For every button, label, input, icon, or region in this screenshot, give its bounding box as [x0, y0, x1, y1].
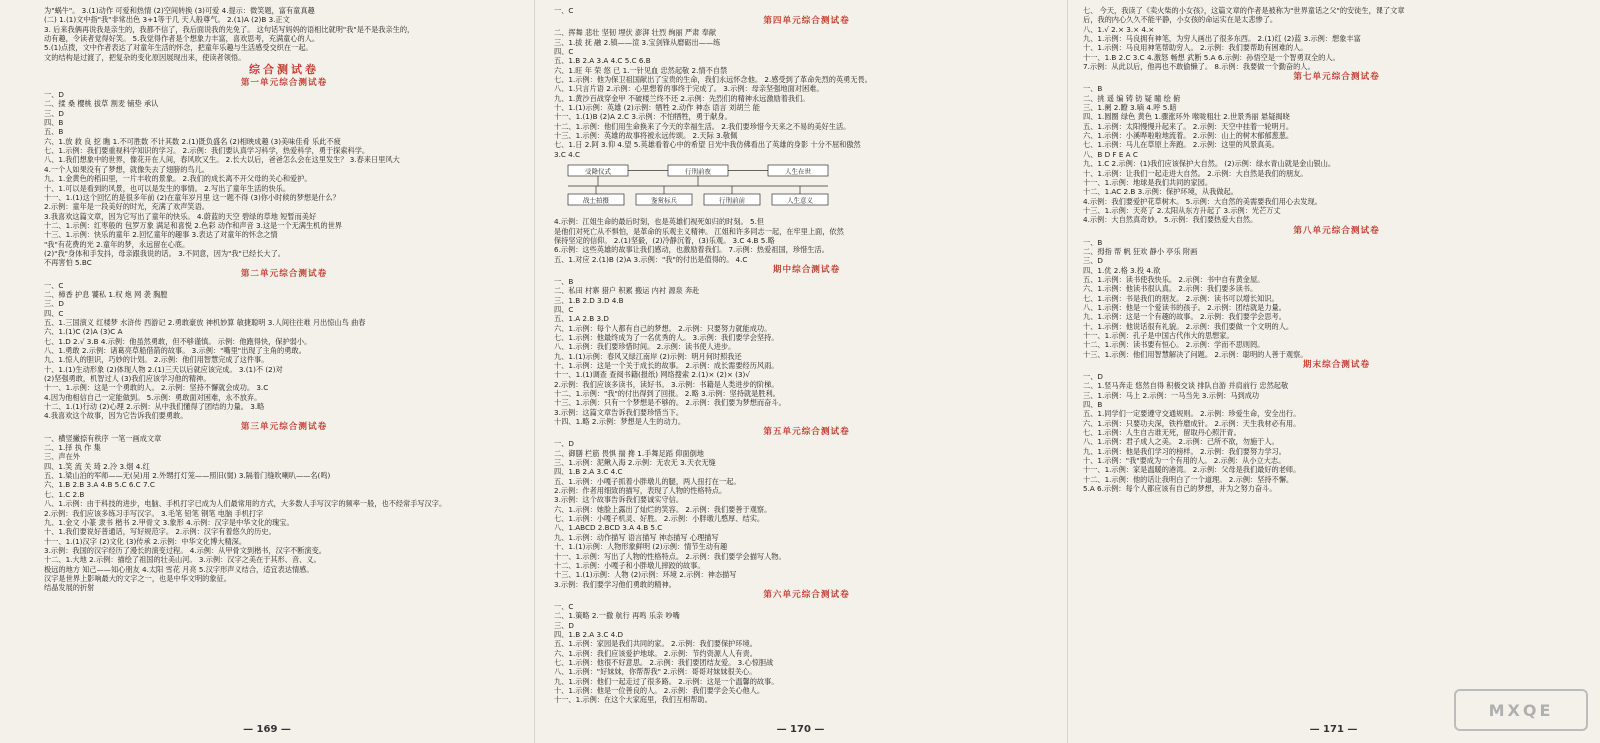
answer-line: 十二、1.示例：红枣般的 包罗万象 满足和喜悦 2.色彩 动作和声音 3.这是一个无满生机的世界 — [44, 220, 342, 230]
answer-line: 六、1.放 救 良 挖 瞧 1.不可胜数 不计其数 2.(1)既负盛名 (2)相映成趣 (3)美味佳肴 乐此不疲 — [44, 136, 341, 146]
answer-line: (二) 1.(1)文中指"我"非常出色 3+1等于几 天人般尊气。 2.(1)A (2)B 3.正文 — [44, 15, 290, 25]
answer-line: 一、D — [554, 439, 574, 449]
answer-line: 3.示例：我国的汉字经历了漫长的演变过程。 4.示例：从甲骨文到楷书，汉字不断演变。 — [44, 545, 326, 555]
diagram-label: 战士拍摄 — [583, 196, 609, 205]
answer-line: 五、1.同学们一定要遵守交通规则。 2.示例：珍爱生命，安全出行。 — [1083, 409, 1301, 419]
answer-line: 十一、1.示例：这是一个勇敢的人。 2.示例：坚持不懈就会成功。 3.C — [44, 383, 269, 393]
answer-line: 2.示例：童年是一段美好的时光，充满了欢声笑语。 — [44, 202, 209, 212]
diagram-label: 行刑前夜 — [685, 167, 711, 176]
answer-line: 七、1.示例：他为保卫祖国献出了宝贵的生命，我们永远怀念他。 2.感受到了革命先烈的英勇无畏。 — [554, 75, 872, 85]
answer-line: 九、1.示例：他们一起走过了很多路。 2.示例：这是一个温馨的故事。 — [554, 676, 779, 686]
answer-line: 九、1.示例：这是一个有趣的故事。 2.示例：我们要学会思考。 — [1083, 312, 1286, 322]
page-169 — [0, 0, 534, 743]
answer-line: 八、1.我们想象中的世界，像花开在人间，春风吹又生。 2.长大以后，爸爸怎么会在这里发生？ 3.春来日里风大 — [44, 155, 400, 165]
answer-line: 一、C — [44, 280, 64, 290]
answer-line: 后，我的内心久久不能平静，小女孩的命运实在是太悲惨了。 — [1083, 15, 1278, 25]
answer-line: 4.一个人如果没有了梦想，就像失去了翅膀的鸟儿。 — [44, 164, 209, 174]
answer-line: 二、1.择 执 作 集 — [44, 443, 101, 453]
answer-line: 五、1.B 2.A 3.A 4.C 5.C 6.B — [554, 56, 651, 66]
answer-line: 汉字是世界上影响最大的文字之一，也是中华文明的象征。 — [44, 573, 231, 583]
answer-line: 十一、1.示例：地球是我们共同的家园。 — [1083, 177, 1213, 187]
answer-line: 六、1.B 2.B 3.A 4.B 5.C 6.C 7.C — [44, 480, 155, 490]
answer-line: 6.示例：这些英雄的故事让我们感动，也激励着我们。 7.示例：热爱祖国，珍惜生活。 — [554, 245, 829, 255]
answer-line: 3.示例：我们要学习他们勇敢的精神。 — [554, 579, 676, 589]
answer-line: 十、1.(1)生动形象 (2)体现人物 2.(1)三天以后就应该完成。 3.(1)不 (2)对 — [44, 364, 283, 374]
answer-line: 一、B — [1083, 84, 1103, 94]
answer-line: 四、C — [554, 47, 574, 57]
answer-line: 极远的地方 知己——知心朋友 4.太阳 雪花 月亮 5.汉字形声义结合，适宜表达情感。 — [44, 564, 314, 574]
answer-line: 九、1.惊人的胆识，巧妙的计划。 2.示例：他们用智慧完成了这件事。 — [44, 355, 269, 365]
answer-line: 六、1.示例：我们应该爱护地球。 2.示例：节约资源人人有责。 — [554, 648, 757, 658]
answer-line: 十三、1.示例：只有一个梦想是不够的。 2.示例：我们要为梦想而奋斗。 — [554, 398, 786, 408]
answer-line: 十、1.示例：他说话很有礼貌。 2.示例：我们要做一个文明的人。 — [1083, 321, 1294, 331]
answer-line: 九、1.C 2.示例：(1)我们应该保护大自然。 (2)示例：绿水青山就是金山银山。 — [1083, 159, 1336, 169]
answer-line: 五、1.示例：太阳慢慢升起来了。 2.示例：天空中挂着一轮明月。 — [1083, 121, 1294, 131]
answer-line: 十、1.我们要说好普通话，写好规范字。 2.示例：汉字有着悠久的历史。 — [44, 527, 276, 537]
section-title: 第三单元综合测试卷 — [240, 421, 328, 432]
section-title: 第七单元综合测试卷 — [1293, 72, 1380, 83]
answer-line: 五、1.示例：家园是我们共同的家。 2.示例：我们要保护环境。 — [554, 639, 757, 649]
page-number: — 170 — — [776, 724, 825, 735]
answer-line: 十四、1.略 2.示例：梦想是人生的动力。 — [554, 417, 686, 427]
answer-line: 一、D — [1083, 372, 1103, 382]
answer-line: 一、C — [554, 6, 574, 15]
answer-line: 四、B — [1083, 400, 1103, 410]
answer-line: 保持坚定的信仰。 2.(1)坚毅，(2)冷静沉着，(3)乐观。 3.C 4.B 5.略 — [554, 235, 775, 245]
section-title: 第六单元综合测试卷 — [763, 589, 850, 600]
answer-line: 三、1.阑 2.瞭 3.嘀 4.呼 5.暗 — [1083, 103, 1177, 113]
answer-line: 十一、1.(1)B (2)A 2.C 3.示例：不怕牺牲，勇于献身。 — [554, 112, 732, 122]
answer-line: (2)"我"身体和手发抖，母亲跟我说的话。 3.不同意，因为"我"已经长大了。 — [44, 248, 285, 258]
answer-line: 五、1.A 2.B 3.D — [554, 314, 609, 324]
answer-line: 六、1.示例：他读书很认真。 2.示例：我们要多读书。 — [1083, 284, 1258, 294]
answer-line: 一、B — [1083, 237, 1103, 247]
answer-line: 六、1.示例：小溪哗啦啦地流着。 2.示例：山上的树木郁郁葱葱。 — [1083, 131, 1294, 141]
answer-line: 4.示例：我们要爱护花草树木。 5.示例：大自然的美需要我们用心去发现。 — [1083, 196, 1322, 206]
answer-line: 十、1.示例：他是一位善良的人。 2.示例：我们要学会关心他人。 — [554, 685, 765, 695]
answer-line: (2)坚强勇敢，机智过人 (3)我们应该学习他的精神。 — [44, 374, 211, 384]
answer-line: 九、1.金文 小篆 隶书 楷书 2.甲骨文 3.象形 4.示例：汉字是中华文化的瑰宝。 — [44, 517, 294, 527]
answer-line: 4.我喜欢这个故事，因为它告诉我们要勇敢。 — [44, 411, 188, 421]
answer-line: 4.示例：大自然真奇妙。 5.示例：我们要热爱大自然。 — [1083, 215, 1258, 225]
answer-line: 十一、1.B 2.C 3.C 4.激怒 畅想 武断 5.A 6.示例：孙悟空是一个智勇双全的人。 — [1083, 52, 1340, 62]
answer-line: 五、1.示例：小嘎子抓着小胖墩儿的腿，两人扭打在一起。 — [554, 476, 741, 486]
answer-line: 五、1.对应 2.(1)B (2)A 3.示例："我"的付出是值得的。 4.C — [554, 254, 748, 264]
page-171 — [1067, 0, 1600, 743]
page-170 — [534, 0, 1067, 743]
answer-line: 4.示例：江姐生命的最后时刻，也是英雄们视死如归的时刻。 5.但 — [554, 217, 765, 227]
answer-line: 五、B — [44, 127, 64, 137]
page-number: — 169 — — [243, 724, 291, 735]
answer-line: 七、1.示例：书是我们的朋友。 2.示例：读书可以增长知识。 — [1083, 293, 1279, 303]
answer-line: 二、御膳 栏筋 畏惧 揣 搀 1.手舞足蹈 仰面倒地 — [554, 448, 704, 458]
answer-line: 三、1.示例：泥鳅入海 2.示例：无农无 3.天衣无缝 — [554, 458, 716, 468]
answer-line: 三、D — [554, 620, 574, 630]
answer-line: 十、1.(1)示例：人物形象鲜明 (2)示例：情节生动有趣 — [554, 542, 728, 552]
answer-line: 七、 今天，我读了《卖火柴的小女孩》，这篇文章的作者是被称为"世界童话之父"的安徒生，课了文章 — [1083, 6, 1405, 15]
answer-line: 7.示例：从此以后，他再也不敢偷懒了。 8.示例：我要做一个勤奋的人。 — [1083, 62, 1315, 72]
answer-line: 十、1.示例："我"要成为一个有用的人。 2.示例：从小立大志。 — [1083, 456, 1286, 466]
answer-line: 二、樟香 护息 饕私 1.权 炮 网 袭 胸膛 — [44, 289, 168, 299]
answer-line: 七、1.日 2.阿 3.仰 4.望 5.英雄看着心中的希望 日光中我仿佛看出了英雄的身影 十分不屈和傲然 — [554, 140, 861, 150]
page-169-content — [44, 6, 524, 593]
answer-line: 六、1.示例：她脸上露出了灿烂的笑容。 2.示例：我们要善于观察。 — [554, 504, 772, 514]
page-number: — 171 — — [1309, 724, 1358, 735]
answer-line: 九、1.示例：动作描写 语言描写 神态描写 心理描写 — [554, 532, 719, 542]
answer-line: 四、C — [554, 304, 574, 314]
answer-line: 十、1.示例：让我们一起走进大自然。 2.示例：大自然是我们的朋友。 — [1083, 168, 1308, 178]
section-title: 期末综合测试卷 — [1302, 360, 1371, 371]
answer-line: 3.我喜欢这篇文章，因为它写出了童年的快乐。 4.蔚蓝的天空 碧绿的草地 短暂而美好 — [44, 211, 317, 221]
answer-line: 一、横竖撇捺有秩序 一笔一画成文章 — [44, 433, 162, 443]
page-170-content — [554, 6, 1059, 705]
answer-line: "我"有花费的光 2.童年的梦，永远留在心底。 — [44, 239, 190, 249]
answer-line: 2.示例：我们应该多读书，读好书。 3.示例：书籍是人类进步的阶梯。 — [554, 379, 779, 389]
answer-line: 一、C — [554, 601, 574, 611]
answer-line: 文的结构是过渡了，把复杂的变化原因展现出来，使读者领悟。 — [44, 52, 246, 62]
answer-line: 十、1.可以是看到的风景，也可以是发生的事情。 2.写出了童年生活的快乐。 — [44, 183, 291, 193]
answer-line: 一、D — [44, 90, 64, 100]
section-title: 第一单元综合测试卷 — [240, 78, 328, 89]
answer-line: 七、1.C 2.B — [44, 489, 85, 499]
answer-line: 七、1.示例：他很不好意思。 2.示例：我们要团结友爱。 3.心惊胆战 — [554, 657, 774, 667]
diagram-label: 人生在世 — [785, 167, 811, 176]
section-title: 第八单元综合测试卷 — [1293, 225, 1380, 236]
answer-line: 十一、1.(1)汉字 (2)文化 (3)传承 2.示例：中华文化博大精深。 — [44, 536, 247, 546]
answer-line: 九、1.示例：他是我们学习的榜样。 2.示例：我们要努力学习。 — [1083, 446, 1286, 456]
answer-line: 三、1.示例：马上 2.示例：一马当先 3.示例：马到成功 — [1083, 390, 1260, 400]
answer-line: 八、1.只言片语 2.示例：心里想着的事终于完成了。 3.示例：母亲坚强地面对困难。 — [554, 84, 824, 94]
answer-line: 七、1.示例：人生自古谁无死，留取丹心照汗青。 — [1083, 428, 1241, 438]
diagram-label: 行刑前前 — [719, 196, 745, 205]
answer-line: 5.A 6.示例：每个人都应该有自己的梦想，并为之努力奋斗。 — [1083, 484, 1277, 494]
answer-line: 六、1.示例：每个人都有自己的梦想。 2.示例：只要努力就能成功。 — [554, 323, 772, 333]
answer-line: 是他们对死亡从不惧怕，是革命的乐观主义精神。 江姐和许多同志一起，在牢里上面，依然 — [554, 226, 844, 236]
answer-line: 三、D — [44, 108, 64, 118]
answer-line: 4.因为他相信自己一定能做到。 5.示例：勇敢面对困难，永不放弃。 — [44, 392, 262, 402]
answer-line: 八、B D F E A C — [1083, 149, 1138, 159]
answer-line: 四、C — [44, 308, 64, 318]
answer-line: 七、1.D 2.√ 3.B 4.示例：他虽然勇敢，但不够谨慎。 示例：他跑得快，保护弱小。 — [44, 336, 312, 346]
structure-diagram — [564, 162, 864, 210]
answer-line: 七、1.示例：小嘎子机灵、好胜。 2.示例：小胖墩儿憨厚、结实。 — [554, 514, 765, 524]
answer-line: 九、1.示例：马良拥有神笔，为穷人画出了很多东西。 2.(1)红 (2)蓝 3.示例：想象丰富 — [1083, 34, 1361, 44]
answer-line: 十、1.示例：马良用神笔帮助穷人。 2.示例：我们要帮助有困难的人。 — [1083, 43, 1308, 53]
answer-line: 七、1.示例：我们要重视科学知识的学习。 2.示例：我们要认真学习科学，热爱科学，勇于探索科学。 — [44, 146, 370, 156]
answer-line: 四、1.圆圈 绿色 黄色 1.骤涨环外 喉咙粗壮 2.世景秀丽 悬疑揭晓 — [1083, 112, 1290, 122]
answer-line: 十二、1.示例：小嘎子和小胖墩儿摔跤的故事。 — [554, 560, 705, 570]
answer-line: 二、私田 村寨 猎户 积累 搬运 内衬 源泉 奔赴 — [554, 286, 700, 296]
answer-line: 动有趣，令读者觉得好笑。 5.我觉得作者是个想象力丰富，喜欢思考，充满童心的人。 — [44, 34, 320, 44]
answer-line: 十一、1.示例：在这个大家庭里，我们互相帮助。 — [554, 695, 712, 705]
answer-line: 九、1.(1)示例：春风又绿江南岸 (2)示例：明月何时照我还 — [554, 351, 742, 361]
answer-line: 十二、1.示例：他们用生命换来了今天的幸福生活。 2.我们要珍惜今天来之不易的美好生活。 — [554, 121, 851, 131]
answer-line: 二、挥舞 悲壮 坚韧 埋伏 澎湃 壮烈 绚丽 严肃 奉献 — [554, 28, 717, 38]
answer-line: 三、D — [1083, 256, 1103, 266]
section-title: 第二单元综合测试卷 — [240, 268, 328, 279]
answer-line: 十一、1.(1)这个回忆的是很多年前 (2)在童年岁月里 这一题不得 (3)你小时候的梦想是什么？ — [44, 192, 340, 202]
answer-line: 九、1.黄沙百战穿金甲 不破楼兰终不还 2.示例：先烈们的精神永远激励着我们。 — [554, 93, 810, 103]
answer-line: 十二、1.示例："我"的付出得到了回报。 2.略 3.示例：坚持就是胜利。 — [554, 389, 780, 398]
answer-line: 二、揉 桑 樱桃 拔草 割麦 铺垫 承认 — [44, 99, 159, 109]
chapter-title: 综合测试卷 — [249, 63, 319, 77]
answer-line: 八、1.示例：由于科技的进步，电脑、手机打字已成为人们最常用的方式，大多数人手写汉字的频率一般，也不经常手写汉字。 — [44, 499, 447, 509]
answer-line: 三、声在外 — [44, 452, 80, 462]
answer-line: 为"蜗牛"。 3.(1)动作 可爱和热情 (2)空间转换 (3)可爱 4.提示：微笑题，富有童真趣 — [44, 6, 315, 15]
answer-line: 六、1.(1)C (2)A (3)C A — [44, 327, 123, 337]
answer-line: 不再害怕 5.BC — [44, 258, 92, 268]
section-title: 期中综合测试卷 — [772, 264, 841, 275]
answer-line: 五、1.示例：读书使我快乐。 2.示例：书中自有黄金屋。 — [1083, 274, 1265, 284]
answer-line: 十三、1.示例：他们用智慧解决了问题。 2.示例：聪明的人善于观察。 — [1083, 349, 1308, 359]
answer-line: 十三、1.示例：快乐的童年 2.回忆童年的趣事 3.表达了对童年的怀念之情 — [44, 230, 278, 240]
answer-line: 十一、1.示例：写出了人物的性格特点。 2.示例：我们要学会描写人物。 — [554, 551, 786, 561]
answer-line: 十一、1.(1)调查 查阅书籍(报纸) 网络搜索 2.(1)× (2)× (3)√ — [554, 370, 750, 380]
section-title: 第四单元综合测试卷 — [763, 16, 850, 27]
answer-line: 八、1.示例："好妹妹，你帮帮我" 2.示例：哥哥对妹妹很关心。 — [554, 667, 757, 677]
answer-line: 四、1.B 2.A 3.C 4.D — [554, 629, 624, 639]
answer-line: 3. 后来我俩再说我是亲生的，我都不信了，我后面说我的先免了。 这句话写妈妈的语相比就明"我"是不是我亲生的， — [44, 24, 415, 34]
answer-line: 十二、1.示例：他的话让我明白了一个道理。 2.示例：坚持不懈。 — [1083, 474, 1294, 484]
answer-line: 九、1.金黄色的稻田里，一片丰收的景象。 2.我们的成长离不开父母的关心和爱护。 — [44, 174, 312, 184]
answer-line: 3.示例：这篇文章告诉我们要珍惜当下。 — [554, 407, 684, 417]
answer-line: 2.示例：我们应该多练习手写汉字。 3.毛笔 铅笔 钢笔 电脑 手机打字 — [44, 508, 264, 518]
diagram-label: 鉴赏标兵 — [651, 196, 677, 205]
answer-line: 四、B — [44, 118, 64, 128]
answer-line: 5.(1)点拨，文中作者表达了对童年生活的怀念，把童年乐趣与生活感受交织在一起。 — [44, 43, 313, 53]
answer-line: 十三、1.(1)示例：人物 (2)示例：环境 2.示例：神态描写 — [554, 570, 737, 580]
answer-line: 十、1.(1)示例：英雄 (2)示例：牺牲 2.动作 神态 语言 刘胡兰 能 — [554, 103, 760, 113]
answer-line: 六、1.旺 年 荣 悠 已 1.一针见血 忠然起敬 2.情不自禁 — [554, 65, 728, 75]
page-171-content — [1083, 6, 1590, 494]
answer-line: 十一、1.示例：家是温暖的港湾。 2.示例：父母是我们最好的老师。 — [1083, 465, 1301, 475]
answer-line: 四、1.优 2.格 3.投 4.欲 — [1083, 265, 1161, 275]
answer-line: 三、1.B 2.D 3.D 4.B — [554, 295, 624, 305]
answer-line: 八、1.示例：我们要珍惜时间。 2.示例：读书使人进步。 — [554, 342, 736, 352]
answer-line: 十二、1.大地 2.示例：描绘了祖国的壮美山河。 3.示例：汉字之美在于其形、音、义。 — [44, 555, 321, 565]
answer-line: 3.示例：这个故事告诉我们要诚实守信。 — [554, 495, 684, 505]
section-title: 第五单元综合测试卷 — [763, 427, 850, 438]
answer-line: 一、B — [554, 276, 574, 286]
diagram-label: 受降仪式 — [585, 167, 611, 176]
watermark-logo: MXQE — [1454, 689, 1588, 731]
answer-line: 十一、1.示例：孔子是中国古代伟大的思想家。 — [1083, 331, 1234, 340]
answer-line: 二、挑 遥 编 铸 钫 疑 瞳 绘 俯 — [1083, 93, 1181, 103]
answer-line: 二、拇指 帮 帆 狂欢 静小 亭乐 附画 — [1083, 246, 1198, 256]
answer-line: 十三、1.示例：天亮了 2.太阳从东方升起了 3.示例：光芒万丈 — [1083, 205, 1281, 215]
answer-line: 四、1.笑 流 关 琦 2.冷 3.烟 4.红 — [44, 461, 150, 471]
answer-line: 二、1.竖马奔走 悠然自得 积极交谈 排队自游 并肩前行 忠然起敬 — [1083, 381, 1289, 391]
answer-line: 七、1.示例：马儿在草原上奔跑。 2.示例：这里的风景真美。 — [1083, 140, 1279, 150]
diagram-label: 人生意义 — [787, 196, 813, 205]
answer-line: 结晶发展的折射 — [44, 583, 95, 593]
answer-line: 三、D — [44, 299, 64, 309]
answer-line: 十二、1.AC 2.B 3.示例：保护环境，从我做起。 — [1083, 187, 1238, 197]
answer-line: 2.示例：作者用细致的描写，表现了人物的性格特点。 — [554, 486, 727, 496]
answer-line: 八、1.ABCD 2.BCD 3.A 4.B 5.C — [554, 523, 663, 533]
answer-line: 八、1.勇敢 2.示例：诸葛亮草船借箭的故事。 3.示例："嘴里"出现了主角的勇敢。 — [44, 346, 306, 355]
answer-line: 八、1.示例：君子成人之美。 2.示例：己所不欲，勿施于人。 — [1083, 437, 1279, 447]
answer-line: 二、1.策略 2.一撒 航行 再鸣 乐亲 吵嘴 — [554, 611, 680, 621]
answer-line: 八、1.√ 2.× 3.× 4.× — [1083, 24, 1155, 34]
answer-line: 七、1.示例：他最终成为了一名优秀的人。 3.示例：我们要学会坚持。 — [554, 332, 779, 342]
answer-line: 十、1.示例：这是一个关于成长的故事。 2.示例：成长需要经历风雨。 — [554, 360, 779, 370]
answer-line: 十二、1.(1)行动 (2)心理 2.示例：从中我们懂得了团结的力量。 3.略 — [44, 402, 265, 412]
answer-line: 十二、1.示例：读书要有恒心。 2.示例：学而不思则罔。 — [1083, 340, 1265, 350]
answer-line: 十三、1.示例：英雄的故事将被永远传颂。 2.天际 3.敬佩 — [554, 131, 738, 141]
answer-line: 六、1.示例：只要功夫深，铁杵磨成针。 2.示例：天生我材必有用。 — [1083, 418, 1301, 428]
answer-line: 四、1.B 2.A 3.C 4.C — [554, 467, 623, 477]
answer-line: 五、1.梁山泊的军师——无(吴)用 2.外甥打灯笼——照旧(舅) 3.隔着门缝吹喇叭——名(鸣) — [44, 471, 331, 481]
answer-line: 三、1.拔 抚 融 2.镇——渲 3.宝剑锋从磨砺出——练 — [554, 37, 721, 47]
answer-line: 3.C 4.C — [554, 149, 581, 159]
answer-line: 五、1.三国演义 红楼梦 水浒传 西游记 2.勇敢豪放 神机妙算 敏捷聪明 3.人间往往难 月出惊山鸟 曲春 — [44, 317, 366, 327]
answer-line: 八、1.示例：他是一个爱读书的孩子。 2.示例：团结就是力量。 — [1083, 302, 1286, 312]
